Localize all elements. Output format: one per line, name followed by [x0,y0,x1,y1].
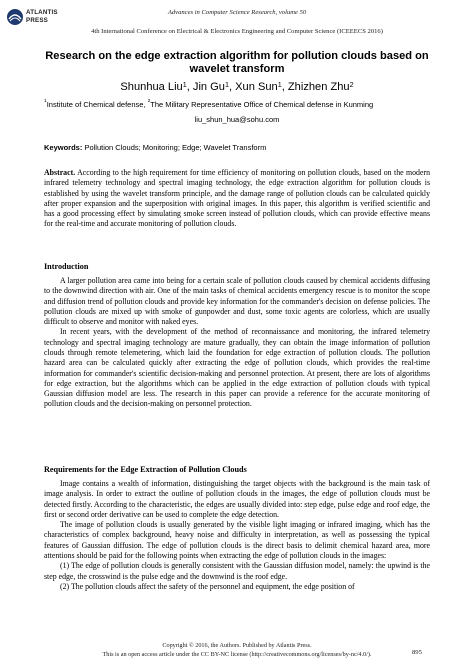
introduction-body [44,276,430,410]
author-email: liu_shun_hua@sohu.com [194,115,280,124]
publisher-name-line1: ATLANTIS [26,9,58,16]
publisher-logo [6,6,58,32]
abstract-label: Abstract. [44,168,76,177]
page-number: 895 [412,649,422,656]
conference-header: 4th International Conference on Electrical & Electronics Engineering and Computer Science (ICEEECS 2016) [91,28,383,35]
publisher-name-line2: PRESS [26,16,48,24]
atlantis-logo-icon [6,8,24,26]
paper-title [30,50,444,76]
affiliation-1: Institute of Chemical defense, [46,100,148,109]
author-name: Jin Gu [192,81,225,93]
journal-header: Advances in Computer Science Research, volume 50 [167,9,307,16]
author-name: Zhizhen Zhu [287,81,350,93]
affiliation-mark: 2 [147,99,151,104]
affiliation-mark: 1 [44,99,47,104]
keywords-text: Pollution Clouds; Monitoring; Edge; Wavelet Transform [84,143,267,152]
paragraph: Image contains a wealth of information, distinguishing the target objects with the background is the main task of image analysis. In order to extract the outline of pollution clouds in the images, the edge of pollution clouds must be detected firstly. According to the characteristic, the edges are usually divided into: step edge, pulse edge and roof edge, the first or second order derivative can be used to complete the edge detection. [44,479,430,519]
footer-copyright: Copyright © 2016, the Authors. Published by Atlantis Press. [162,642,312,649]
abstract-text: According to the high requirement for time efficiency of monitoring on pollution clouds, based on the modern infrared telemetry technology and spectral imaging technology, the edge extraction algorithm for pollution clouds is established by using the wavelet transform principle, and the damage range of pollution clouds can be calculated quickly after proper expansion and the superposition with original images. In this paper, this algorithm is verified scientific and has a good processing effect by simulating smoke screen instead of pollution clouds, which can provide effective means for the real-time and accurate monitoring of pollution clouds. [44,168,430,229]
paragraph: A larger pollution area came into being for a certain scale of pollution clouds caused by chemical accidents diffusing to the downwind direction with air. One of the main tasks of chemical accidents emergency rescue is to monitor the scope and diffusion trend of pollution clouds and provide key information for the commander's decision on defense policies. The pollution clouds are mixed up with smoke of gunpowder and dust, some toxic agents are colorless, which are usually difficult to observe and monitor with naked eyes. [44,276,430,327]
section-heading-introduction: Introduction [44,262,89,271]
paper-title-line2: wavelet transform [189,63,285,75]
author-affiliation-mark: 1 [182,80,187,89]
footer-license: This is an open access article under the CC BY-NC license (http://creativecommons.org/licenses/by-nc/4.0/). [102,651,372,658]
author-affiliation-mark: 1 [224,80,229,89]
abstract [44,168,430,230]
section-heading-requirements: Requirements for the Edge Extraction of Pollution Clouds [44,465,247,474]
affiliations [44,100,444,109]
paragraph: (2) The pollution clouds affect the safety of the personnel and equipment, the edge position of [60,581,355,591]
author-affiliation-mark: 2 [349,80,354,89]
requirements-body [44,479,430,592]
paragraph: The image of pollution clouds is usually generated by the visible light imaging or infrared imaging, which has the characteristics of complex background, heavy noise and difficulty in interpretation, as well as possessing the typical features of Gaussian diffusion. The edge of pollution clouds is the direct basis to delimit chemical hazard area, more attentions should be paid for the following points when extracting the edge of pollution clouds in the images: [44,520,430,560]
paper-title-line1: Research on the edge extraction algorithm for pollution clouds based on [45,50,429,62]
paragraph: (1) The edge of pollution clouds is generally consistent with the Gaussian diffusion model, namely: the upwind is the step edge, the crosswind is the pulse edge and the downwind is the roof edge. [44,561,430,581]
author-name: Xun Sun [235,81,278,93]
author-affiliation-mark: 1 [277,80,282,89]
keywords-label: Keywords: [44,143,83,152]
paragraph: In recent years, with the development of the method of reconnaissance and monitoring, the infrared telemetry technology and spectral imaging technology are mature gradually, they can obtain the image information of pollution clouds through remote telemetering, which laid the foundation for edge extraction of pollution clouds. The pollution hazard area can be calculated quickly after extracting the edge of pollution clouds, which provides the real-time information for commander's scientific decision-making and personnel protection. At present, there are lots of algorithms for edge extraction, but the algorithms which can be applied in the edge extraction of pollution clouds with typical Gaussian diffusion model are less. The research in this paper can provide a reference for the accurate monitoring of pollution clouds and the decision-making on personnel protection. [44,327,430,409]
publisher-name [26,9,58,24]
author-list: Shunhua Liu$^1$, Jin Gu$^1$, Xun Sun$^1$, Zhizhen Zhu$^2$ [120,80,354,93]
keywords [44,143,266,152]
affiliation-2: The Military Representative Office of Chemical defense in Kunming [150,100,374,109]
author-name: Shunhua Liu [120,81,183,93]
